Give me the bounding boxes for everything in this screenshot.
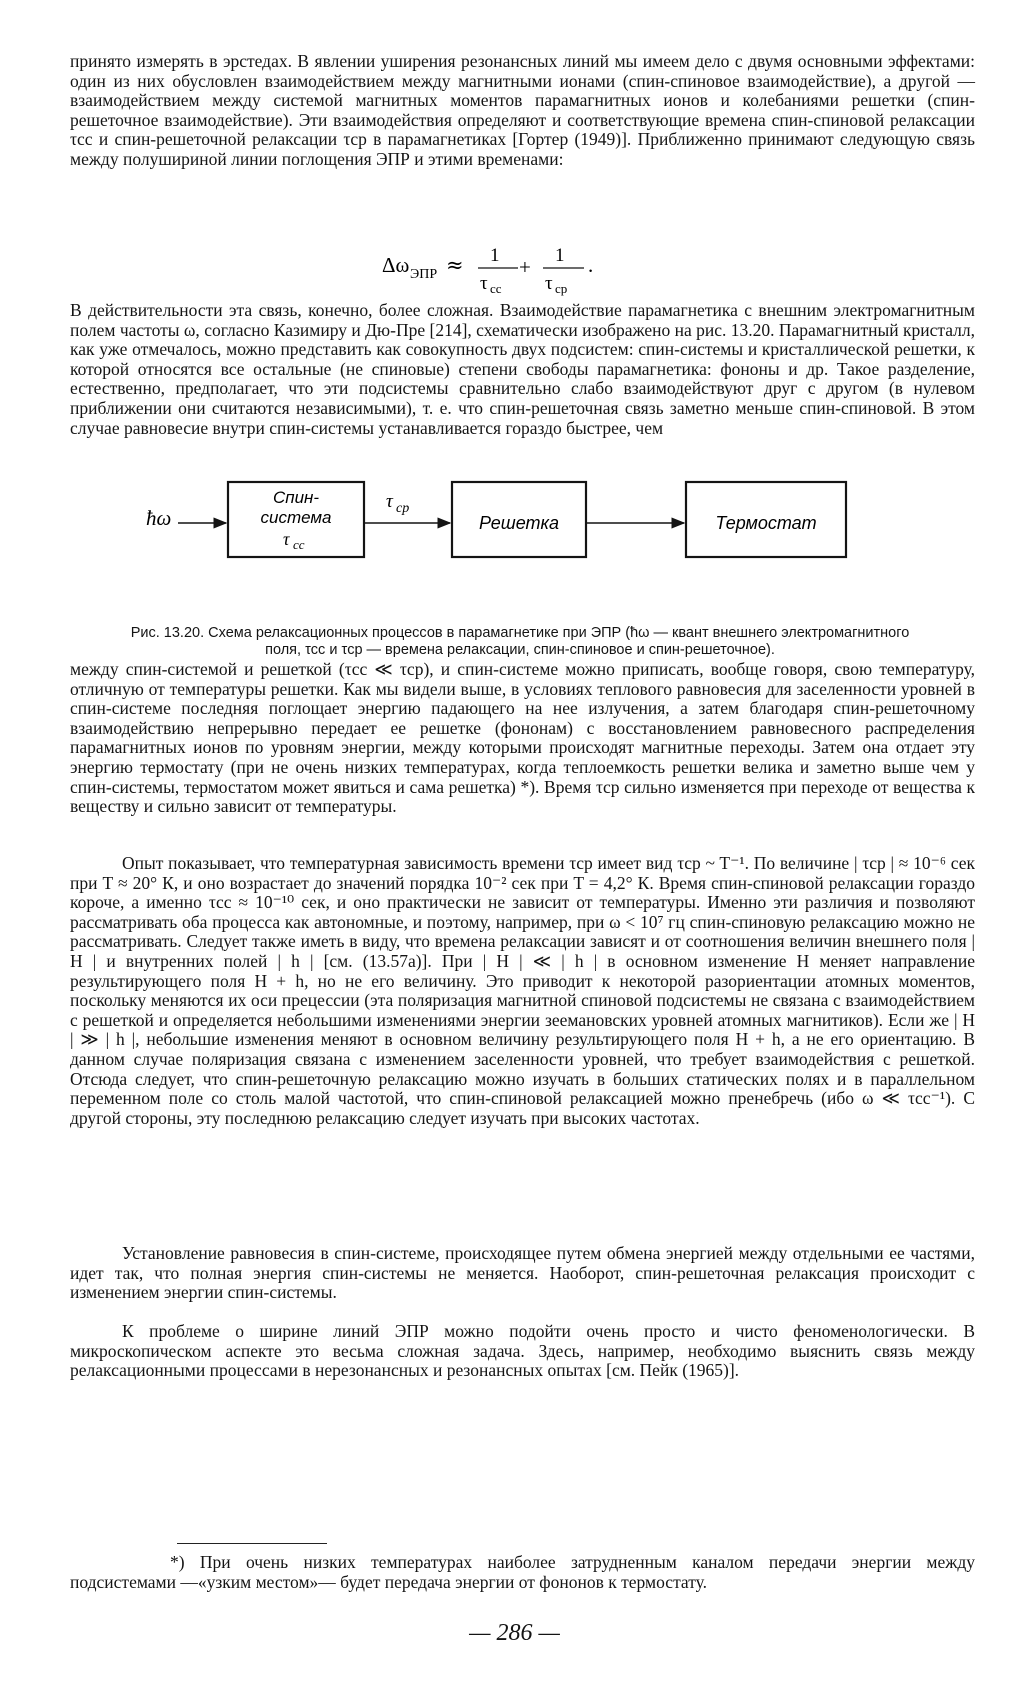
formula-linewidth [0, 235, 1029, 295]
box-spin-tau-sub: cc [293, 537, 305, 552]
formula-den-2-sub: cp [555, 281, 568, 296]
page-number: — 286 — [469, 1620, 560, 1646]
box-spin-system-line1: Спин- [272, 488, 320, 507]
formula-num-1: 1 [490, 245, 500, 266]
footnote: *) При очень низких температурах наиболее затрудненным каналом передачи энергии между подсистемами —«узким местом»— будет передача энергии от фононов к термостату. [70, 1552, 975, 1592]
box-lattice-label: Решетка [478, 513, 560, 533]
formula-den-1-sub: cc [490, 281, 502, 296]
paragraph-1: принято измерять в эрстедах. В явлении уширения резонансных линий мы имеем дело с двумя основными эффектами: один из них обусловлен взаимодействием между магнитными ионами (спин-спиновое взаимодействие), а другой — взаимодействием между системой магнитных моментов парамагнитных ионов и колебаниями решетки (спин-решеточное взаимодействие). Эти взаимодействия определяют и соответствующие времена спин-спиновой релаксации τcc и спин-решеточной релаксации τcp в парамагнетиках [Гортер (1949)]. Приближенно принимают следующую связь между полушириной линии поглощения ЭПР и этими временами: [70, 51, 975, 169]
paragraph-4: Опыт показывает, что температурная зависимость времени τcp имеет вид τcp ~ T⁻¹. По величине | τcp | ≈ 10⁻⁶ сек при T ≈ 20° К, и оно возрастает до значений порядка 10⁻² сек при T = 4,2° К. Время спин-спиновой релаксации гораздо короче, а именно τcc ≈ 10⁻¹⁰ сек, и оно практически не зависит от температуры. Именно эти различия и позволяют рассматривать оба процесса как автономные, и поэтому, например, при ω < 10⁷ гц спин-спиновую релаксацию можно не рассматривать. Следует также иметь в виду, что времена релаксации зависят и от соотношения величин внешнего поля | H | и внутренних полей | h | [см. (13.57а)]. При | H | ≪ | h | в основном изменение H меняет направление результирующего поля H + h, но не его величину. Это приводит к некоторой разориентации атомных моментов, поскольку меняются их оси прецессии (эта поляризация магнитной спиновой подсистемы не связана с взаимодействием с решеткой и определяется небольшими изменениями энергии зеемановских уровней атомных магнитиков). Если же | H | ≫ | h |, небольшие изменения меняют в основном величину результирующего поля H + h, а не его ориентацию. В данном случае поляризация связана с изменением заселенности уровней, что требует взаимодействия с решеткой. Отсюда следует, что спин-решеточную релаксацию можно изучать в больших статических полях и в параллельном переменном поле со столь малой частотой, что спин-спиновой релаксацией можно пренебречь (ибо ω ≪ τcc⁻¹). С другой стороны, эту последнюю релаксацию следует изучать при высоких частотах. [70, 853, 975, 1128]
box-spin-tau: τ [283, 529, 290, 549]
formula-svg [0, 235, 1029, 295]
paragraph-6: К проблеме о ширине линий ЭПР можно подойти очень просто и чисто феноменологически. В микроскопическом аспекте это весьма сложная задача. Здесь, например, необходимо выяснить связь между релаксационными процессами в нерезонансных и резонансных опытах [см. Пейк (1965)]. [70, 1321, 975, 1381]
link-tau: τ [386, 491, 393, 512]
formula-num-2: 1 [555, 245, 565, 266]
footnote-divider [177, 1543, 327, 1544]
paragraph-3: между спин-системой и решеткой (τcc ≪ τcp), и спин-системе можно приписать, вообще говоря, свою температуру, отличную от температуры решетки. Как мы видели выше, в условиях теплового равновесия для заселенности уровней в спин-системе последняя поглощает энергию падающего на нее излучения, а затем благодаря спин-решеточному взаимодействию непрерывно передает ее решетке (фононам) с восстановлением равновесного распределения парамагнитных ионов по уровням энергии, между которыми происходят магнитные переходы. Затем она отдает эту энергию термостату (при не очень низких температурах, когда теплоемкость решетки велика и заметно выше чем у спин-системы, термостатом может явиться и сама решетка) *). Время τcp сильно изменяется при переходе от вещества к веществу и сильно зависит от температуры. [70, 659, 975, 817]
formula-dot: . [588, 253, 594, 277]
formula-den-2: τ [545, 273, 553, 294]
box-thermostat-label: Термостат [715, 513, 817, 533]
formula-plus: + [519, 255, 531, 279]
paragraph-5: Установление равновесия в спин-системе, происходящее путем обмена энергией между отдельными ее частями, идет так, что полная энергия спин-системы не меняется. Наоборот, спин-решеточная релаксация происходит с изменением энергии спин-системы. [70, 1243, 975, 1303]
formula-den-1: τ [480, 273, 488, 294]
figure-13-20 [140, 488, 900, 622]
box-spin-system-line2: система [260, 508, 332, 527]
relaxation-diagram [140, 488, 900, 622]
link-tau-sub: cp [396, 501, 410, 516]
formula-approx: ≈ [446, 253, 464, 277]
figure-caption: Рис. 13.20. Схема релаксационных процессов в парамагнетике при ЭПР (ħω — квант внешнего электромагнитного поля, τcc и τcp — времена релаксации, спин-спиновое и спин-решеточное). [130, 625, 910, 658]
formula-lhs-sub: ЭПР [410, 267, 438, 282]
input-hbar-omega: ħω [146, 506, 172, 530]
formula-lhs: Δω [382, 253, 410, 277]
paragraph-2: В действительности эта связь, конечно, более сложная. Взаимодействие парамагнетика с внешним электромагнитным полем частоты ω, согласно Казимиру и Дю-Пре [214], схематически изображено на рис. 13.20. Парамагнитный кристалл, как уже отмечалось, можно представить как совокупность двух подсистем: спин-системы и кристаллической решетки, к которой относятся все остальные (не спиновые) степени свободы парамагнетика: фононы и др. Такое разделение, естественно, предполагает, что эти подсистемы сравнительно слабо взаимодействуют друг с другом (в нулевом приближении они считаются независимыми), т. е. что спин-решеточная связь заметно меньше спин-спиновой. В этом случае равновесие внутри спин-системы устанавливается гораздо быстрее, чем [70, 300, 975, 438]
